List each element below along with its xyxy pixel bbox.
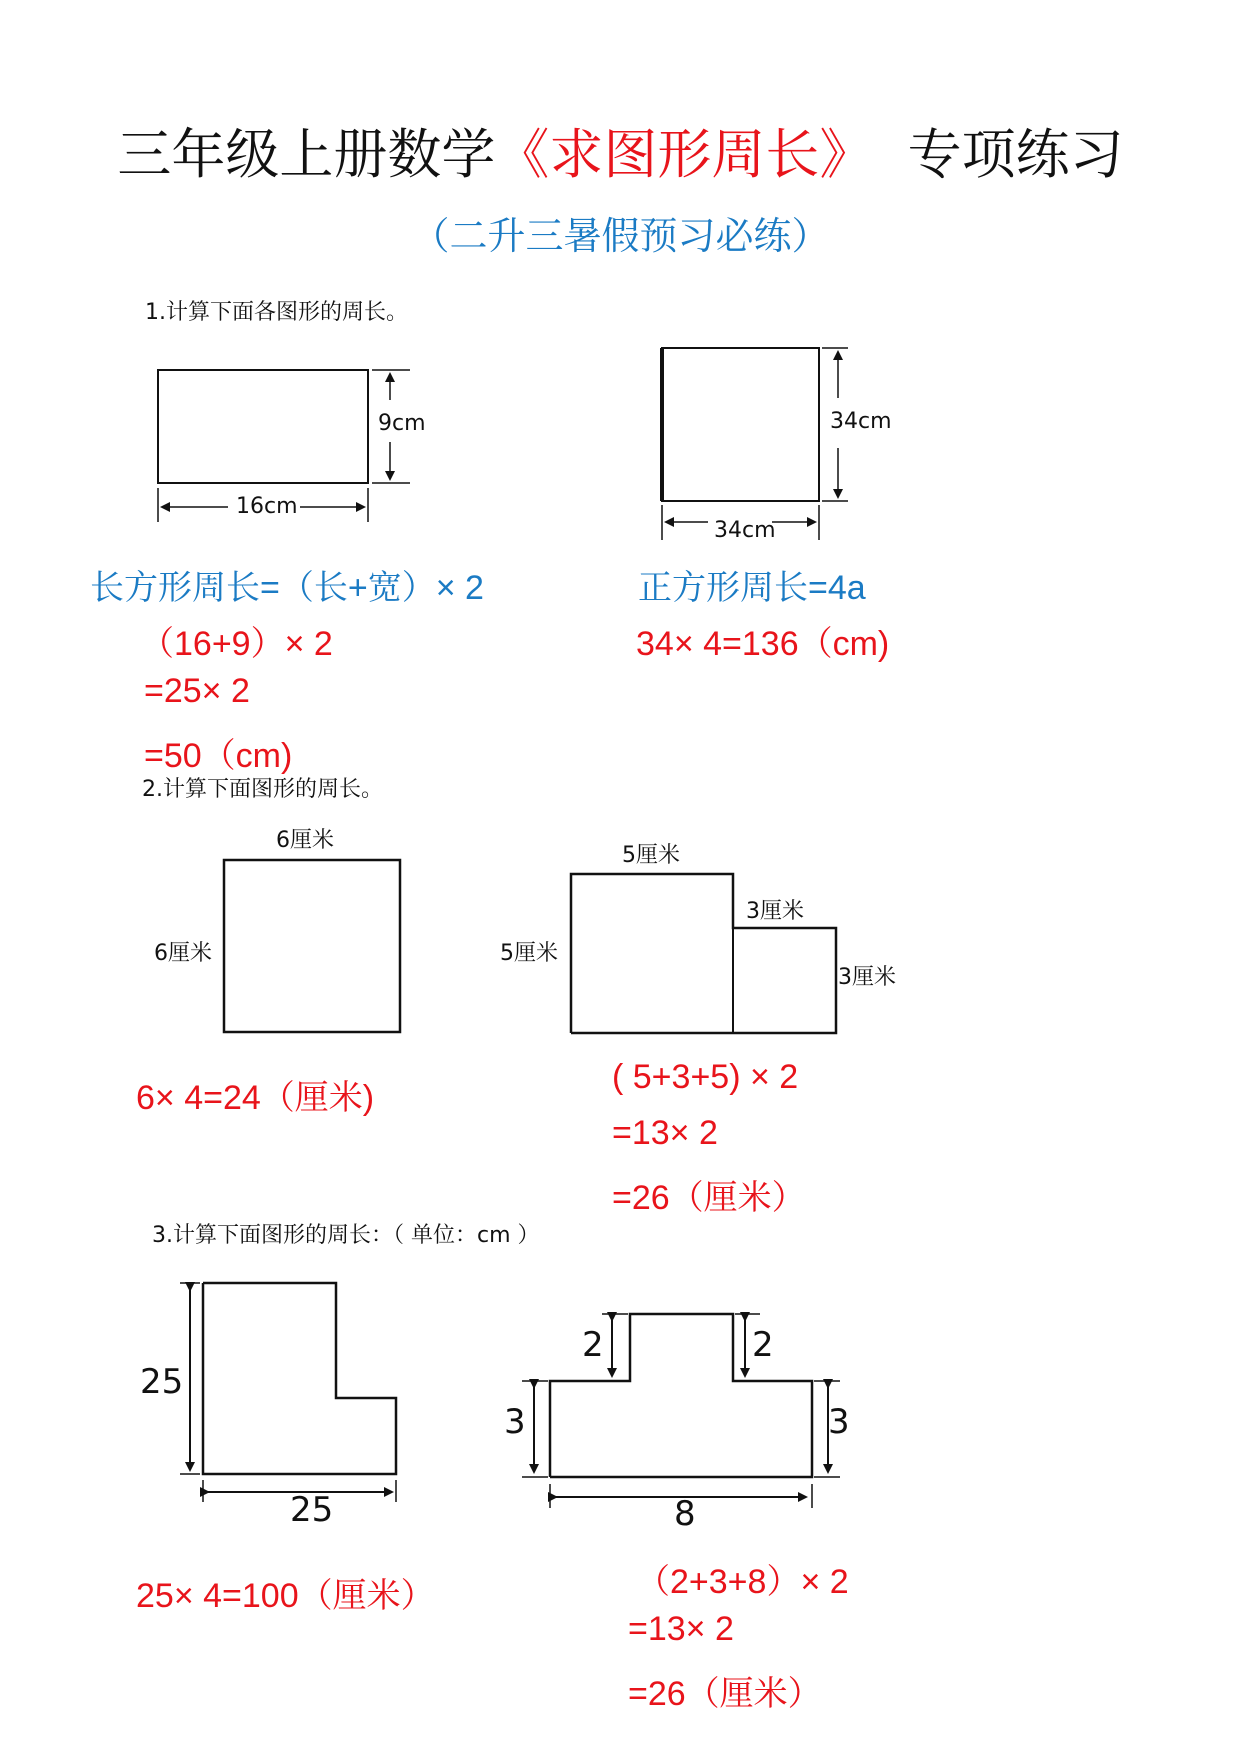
title-suffix: 专项练习 <box>907 123 1124 186</box>
q2-composite-small-top-label: 3厘米 <box>746 899 804 924</box>
q2-composite-answer-line2: =13× 2 <box>612 1114 718 1152</box>
q1-rect-formula: 长方形周长=（长+宽）× 2 <box>90 569 484 607</box>
q1-rect-answer-line1: （16+9）× 2 <box>140 625 333 663</box>
q1-title: 1.计算下面各图形的周长。 <box>145 300 408 325</box>
q3-lshape-width-label: 25 <box>290 1490 334 1530</box>
q1-square-side-label: 34cm <box>830 409 892 434</box>
q3-lshape-answer: 25× 4=100（厘米） <box>136 1577 435 1615</box>
q3-tshape-answer-line1: （2+3+8）× 2 <box>636 1563 849 1601</box>
title-prefix: 三年级上册数学 <box>117 123 496 186</box>
q2-composite-left-label: 5厘米 <box>500 941 558 966</box>
q2-square-left-label: 6厘米 <box>154 941 212 966</box>
q2-composite-top-label: 5厘米 <box>622 843 680 868</box>
q1-rect-width-label: 16cm <box>236 494 298 519</box>
q1-square-bottom-label: 34cm <box>714 518 776 543</box>
q2-composite-answer-line3: =26（厘米） <box>612 1179 806 1217</box>
q1-square-answer: 34× 4=136（cm) <box>636 625 890 663</box>
q1-rectangle <box>158 370 368 483</box>
q3-tshape-left-small-label: 2 <box>582 1325 604 1365</box>
q1-square <box>662 348 819 501</box>
q3-tshape-left-big-label: 3 <box>504 1402 526 1442</box>
q3-tshape-right-small-label: 2 <box>752 1325 774 1365</box>
q2-square <box>224 860 400 1032</box>
q1-rect-answer-line2: =25× 2 <box>144 672 250 710</box>
q3-tshape-right-big-label: 3 <box>828 1402 850 1442</box>
q3-lshape <box>203 1283 396 1474</box>
q3-tshape-answer-line3: =26（厘米） <box>628 1675 822 1713</box>
q2-square-answer: 6× 4=24（厘米) <box>136 1079 375 1117</box>
q2-square-top-label: 6厘米 <box>276 828 334 853</box>
q3-tshape-answer-line2: =13× 2 <box>628 1610 734 1648</box>
q2-composite-small-right-label: 3厘米 <box>838 965 896 990</box>
q2-title: 2.计算下面图形的周长。 <box>142 777 383 802</box>
q3-title: 3.计算下面图形的周长：（ 单位：cm ） <box>152 1223 540 1248</box>
q1-rect-answer-line3: =50（cm) <box>144 737 293 775</box>
q3-tshape-bottom-label: 8 <box>674 1494 696 1534</box>
title-highlight: 《求图形周长》 <box>495 123 874 186</box>
q3-lshape-height-label: 25 <box>140 1362 184 1402</box>
q1-square-formula: 正方形周长=4a <box>638 569 866 607</box>
q1-rect-height-label: 9cm <box>378 411 426 436</box>
q2-composite-answer-line1: ( 5+3+5) × 2 <box>612 1058 799 1096</box>
page-subtitle: （二升三暑假预习必练） <box>411 214 830 258</box>
